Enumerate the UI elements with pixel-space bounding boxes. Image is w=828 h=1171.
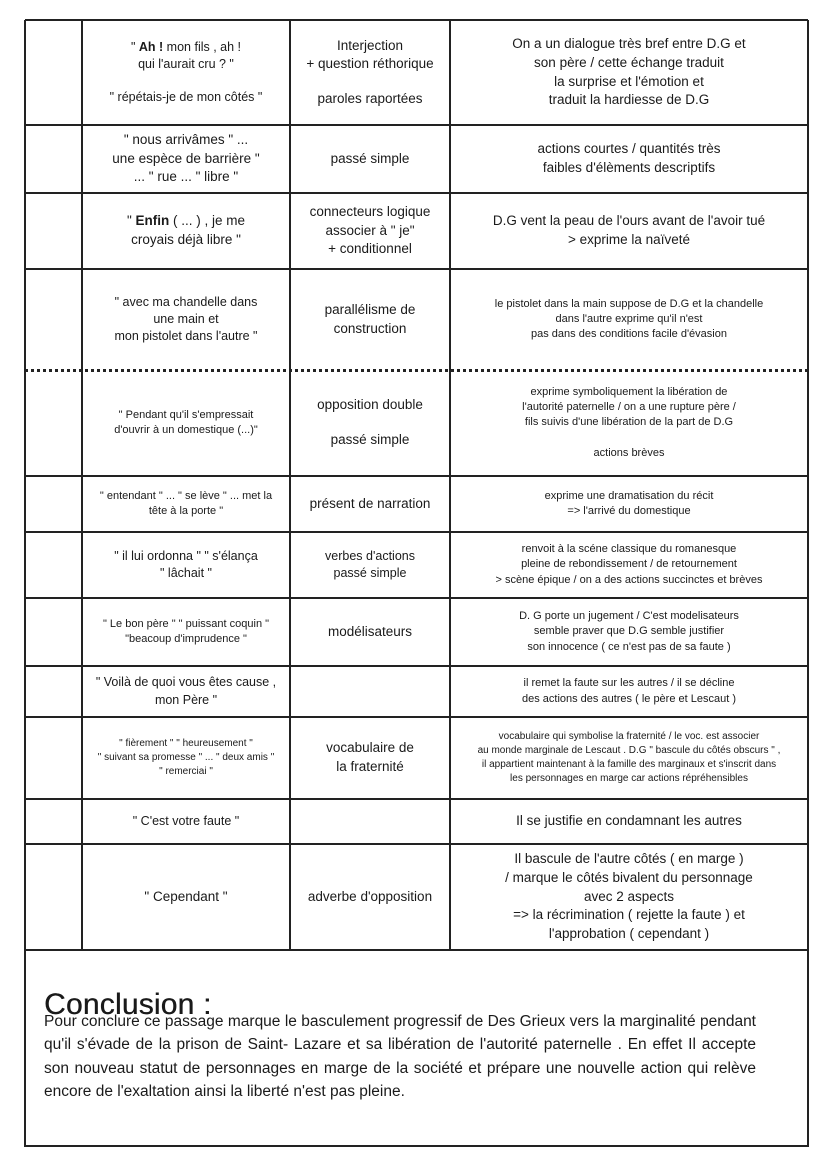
- cell-line: On a un dialogue très bref entre D.G et: [512, 36, 746, 52]
- cell-line: faibles d'élèments descriptifs: [542, 160, 716, 175]
- procede-cell: [292, 801, 448, 842]
- cell-line: actions courtes / quantités très: [537, 141, 721, 157]
- quote-cell: [84, 801, 288, 842]
- procede-cell: [292, 22, 448, 123]
- cell-line: / marque le côtés bivalent du personnage: [505, 870, 753, 886]
- cell-line: vocabulaire de: [326, 740, 414, 756]
- quote-cell: [84, 668, 288, 715]
- column-rule: [289, 20, 291, 950]
- row-rule: [25, 475, 808, 477]
- cell-line: passé simple: [330, 150, 410, 166]
- text-fragment: mon fils , ah !: [163, 39, 242, 54]
- cell-line: " fièrement " " heureusement ": [119, 738, 253, 750]
- cell-line: > scène épique / on a des actions succinctes et brèves: [495, 573, 763, 586]
- cell-line: " lâchait ": [160, 566, 212, 580]
- cell-line: D. G porte un jugement / C'est modelisateurs: [519, 610, 739, 623]
- cell-line: exprime une dramatisation du récit: [544, 489, 714, 502]
- quote-cell: [84, 719, 288, 797]
- cell-line: " Le bon père " " puissant coquin ": [102, 617, 270, 630]
- row-rule: [25, 843, 808, 845]
- cell-line: passé simple: [333, 566, 407, 580]
- row-rule: [25, 716, 808, 718]
- cell-line: Interjection: [336, 37, 404, 53]
- cell-line: il remet la faute sur les autres / il se décline: [523, 677, 735, 690]
- interpretation-cell: [452, 195, 806, 267]
- cell-line: opposition double: [317, 397, 423, 413]
- document-page: [25, 20, 808, 1147]
- cell-line: il appartient maintenant à la famille des marginaux et s'inscrit dans: [481, 759, 777, 770]
- bold-word: Ah !: [138, 39, 164, 54]
- procede-cell: [292, 271, 448, 368]
- cell-line: pleine de rebondissement / de retournement: [521, 558, 737, 571]
- cell-line: l'autorité paternelle / on a une rupture père /: [522, 400, 736, 413]
- cell-line: " nous arrivâmes " ...: [123, 132, 249, 148]
- cell-line: traduit la hardiesse de D.G: [548, 92, 710, 108]
- cell-line: [131, 39, 241, 56]
- cell-line: " répétais-je de mon côtés ": [109, 90, 263, 105]
- cell-line: semble praver que D.G semble justifier: [533, 625, 725, 638]
- cell-line: l'approbation ( cependant ): [548, 925, 710, 941]
- cell-line: + question réthorique: [306, 56, 434, 72]
- row-rule: [25, 665, 808, 667]
- page-bottom-rule: [25, 1145, 808, 1147]
- interpretation-cell: [452, 668, 806, 715]
- cell-line: " avec ma chandelle dans: [114, 294, 258, 309]
- quote-cell: [84, 127, 288, 191]
- row-rule: [25, 531, 808, 533]
- quote-cell: [84, 271, 288, 368]
- interpretation-cell: [452, 801, 806, 842]
- interpretation-cell: [452, 534, 806, 596]
- cell-line: une main et: [153, 311, 219, 326]
- cell-line: une espèce de barrière ": [112, 150, 260, 166]
- procede-cell: [292, 372, 448, 474]
- cell-line: son innocence ( ce n'est pas de sa faute ): [527, 640, 731, 653]
- quote-cell: [84, 534, 288, 596]
- cell-line: mon Père ": [154, 692, 218, 707]
- interpretation-cell: [452, 372, 806, 474]
- procede-cell: [292, 127, 448, 191]
- quote-cell: [84, 195, 288, 267]
- cell-line: passé simple: [330, 432, 410, 447]
- cell-line: " il lui ordonna " " s'élança: [114, 548, 258, 563]
- conclusion-title: Conclusion :: [44, 987, 212, 1021]
- cell-line: > exprime la naïveté: [568, 232, 690, 247]
- procede-cell: [292, 195, 448, 267]
- cell-line: paroles raportées: [317, 90, 423, 106]
- interpretation-cell: [452, 478, 806, 530]
- cell-line: tête à la porte ": [148, 505, 224, 517]
- cell-line: " Cependant ": [144, 888, 228, 904]
- cell-line: au monde marginale de Lescaut . D.G " bascule du côtés obscurs " ,: [477, 745, 781, 757]
- cell-line: présent de narration: [309, 495, 431, 511]
- procede-cell: [292, 534, 448, 596]
- row-rule: [25, 19, 808, 21]
- cell-line: D.G vent la peau de l'ours avant de l'avoir tué: [492, 213, 766, 229]
- cell-line: dans l'autre exprime qu'il n'est: [555, 312, 703, 325]
- conclusion-text: Pour conclure ce passage marque le basculement progressif de Des Grieux vers la marginalité pendant qu'il s'évade de la prison de Saint- Lazare et sa libération de l'autorité paternelle . En effet Il accepte son nouveau statut de personnages en marge de la société et prépare une nouvelle action qui relève encore de l'exaltation ainsi la liberté n'est pas pleine.: [44, 1013, 756, 1100]
- procede-cell: [292, 719, 448, 797]
- cell-line: la surprise et l'émotion et: [554, 73, 704, 89]
- row-rule: [25, 192, 808, 194]
- cell-line: la fraternité: [336, 759, 404, 774]
- cell-line: des actions des autres ( le père et Lescaut ): [521, 692, 736, 705]
- cell-line: fils suivis d'une libération de la part de D.G: [524, 416, 734, 428]
- cell-line: Il bascule de l'autre côtés ( en marge ): [514, 851, 744, 867]
- interpretation-cell: [452, 22, 806, 123]
- cell-line: => l'arrivé du domestique: [567, 505, 691, 517]
- interpretation-cell: [452, 271, 806, 368]
- quote-cell: [84, 372, 288, 474]
- cell-line: " C'est votre faute ": [132, 813, 240, 828]
- cell-line: croyais déjà libre ": [131, 232, 241, 247]
- cell-line: exprime symboliquement la libération de: [530, 385, 728, 398]
- procede-cell: [292, 600, 448, 664]
- procede-cell: [292, 846, 448, 948]
- interpretation-cell: [452, 846, 806, 948]
- cell-line: parallélisme de: [324, 301, 416, 317]
- cell-line: construction: [333, 320, 407, 336]
- cell-line: verbes d'actions: [325, 548, 415, 563]
- cell-line: mon pistolet dans l'autre ": [114, 329, 258, 344]
- interpretation-cell: [452, 127, 806, 191]
- column-rule: [81, 20, 83, 950]
- cell-line: => la récrimination ( rejette la faute ) et: [513, 907, 745, 923]
- bold-word: Enfin: [135, 213, 170, 229]
- interpretation-cell: [452, 719, 806, 797]
- cell-line: pas dans des conditions facile d'évasion: [531, 328, 727, 341]
- cell-line: renvoit à la scéne classique du romanesque: [521, 543, 737, 556]
- column-rule: [449, 20, 451, 950]
- cell-line: avec 2 aspects: [583, 888, 675, 904]
- cell-line: associer à " je": [325, 222, 415, 238]
- cell-line: " Pendant qu'il s'empressait: [118, 408, 254, 421]
- text-fragment: ": [130, 39, 139, 54]
- cell-line: son père / cette échange traduit: [534, 54, 724, 70]
- procede-cell: [292, 668, 448, 715]
- cell-line: qui l'aurait cru ? ": [138, 56, 234, 71]
- cell-line: connecteurs logique: [309, 204, 431, 220]
- cell-line: les personnages en marge car actions répréhensibles: [510, 772, 748, 784]
- row-rule: [25, 597, 808, 599]
- column-rule: [24, 20, 26, 1147]
- cell-line: ... " rue ... " libre ": [133, 169, 239, 185]
- cell-line: le pistolet dans la main suppose de D.G et la chandelle: [494, 297, 764, 310]
- row-rule: [25, 124, 808, 126]
- cell-line: d'ouvrir à un domestique (...)": [114, 424, 258, 436]
- cell-line: modélisateurs: [327, 623, 413, 639]
- row-rule: [25, 949, 808, 951]
- cell-line: [127, 212, 245, 231]
- text-fragment: ( ... ) , je me: [169, 213, 246, 229]
- quote-cell: [84, 478, 288, 530]
- quote-cell: [84, 846, 288, 948]
- row-rule: [25, 268, 808, 270]
- cell-line: "beacoup d'imprudence ": [125, 633, 247, 645]
- cell-line: " entendant " ... " se lève " ... met la: [99, 489, 273, 502]
- cell-line: vocabulaire qui symbolise la fraternité / le voc. est associer: [498, 731, 760, 743]
- column-rule: [807, 20, 809, 1147]
- quote-cell: [84, 600, 288, 664]
- interpretation-cell: [452, 600, 806, 664]
- row-rule: [25, 798, 808, 800]
- cell-line: + conditionnel: [328, 241, 412, 257]
- procede-cell: [292, 478, 448, 530]
- cell-line: adverbe d'opposition: [307, 888, 433, 904]
- cell-line: " remerciai ": [159, 765, 213, 777]
- cell-line: actions brèves: [593, 447, 665, 460]
- text-fragment: ": [126, 213, 136, 229]
- cell-line: Il se justifie en condamnant les autres: [516, 813, 742, 829]
- cell-line: " suivant sa promesse " ... " deux amis ": [97, 752, 275, 764]
- cell-line: " Voilà de quoi vous êtes cause ,: [95, 675, 277, 690]
- quote-cell: [84, 22, 288, 123]
